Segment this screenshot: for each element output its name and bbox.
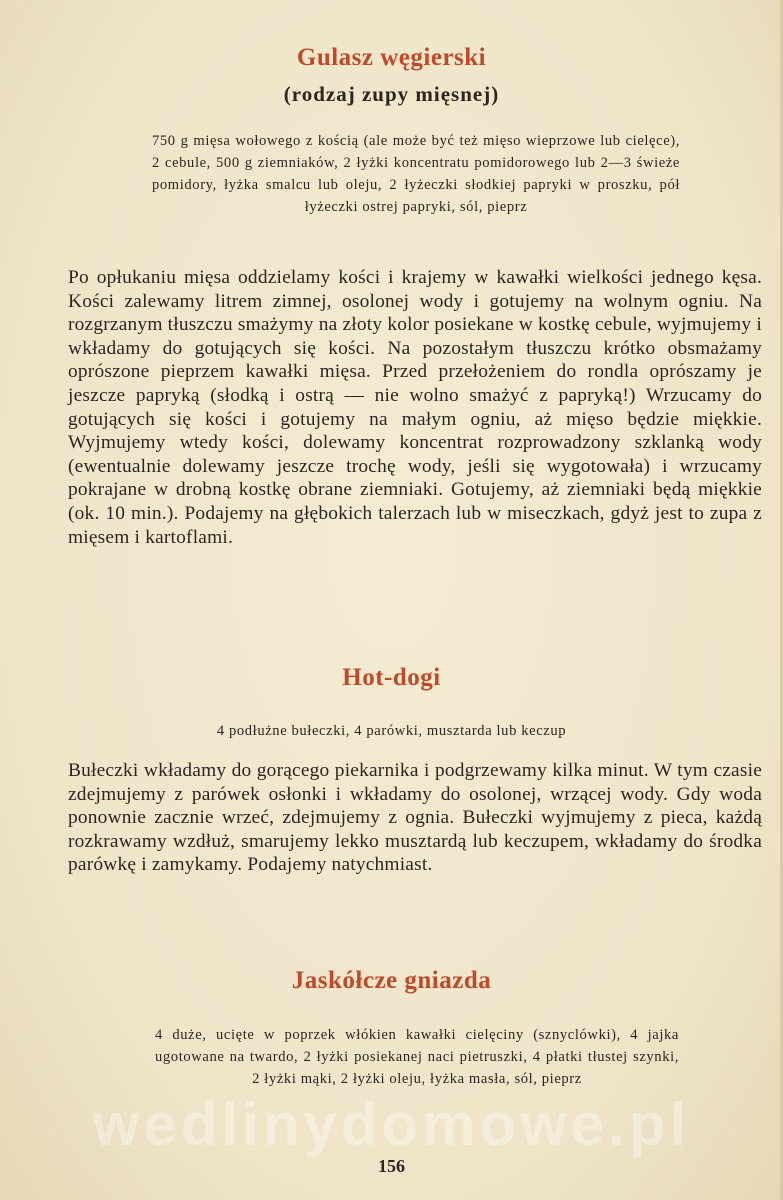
recipe-subtitle-gulasz: (rodzaj zupy mięsnej): [283, 82, 500, 106]
recipe-title-gulasz: Gulasz węgierski: [296, 44, 487, 71]
ingredients-gulasz: 750 g mięsa wołowego z kością (ale może być też mięso wieprzowe lub cielęce), 2 cebule, 500 g ziemniaków, 2 łyżki koncentratu pomidorowego lub 2—3 świeże pomidory, łyżka smalcu lub oleju, 2 łyżeczki słodkiej papryki w proszku, pół łyżeczki ostrej papryki, sól, pieprz: [152, 133, 680, 215]
instructions-hot-dogi: Bułeczki wkładamy do gorącego piekarnika i podgrzewamy kilka minut. W tym czasie zdejmujemy z parówek osłonki i wkładamy do osolonej, wrzącej wody. Gdy woda ponownie zacznie wrzeć, zdejmujemy z ognia. Bułeczki wyjmujemy z pieca, każdą rozkrawamy wzdłuż, smarujemy lekko musztardą lub keczupem, wkładamy do środka parówkę i zamykamy. Podajemy natychmiast.: [68, 760, 762, 876]
page-number: 156: [378, 1156, 405, 1176]
watermark: wedlinydomowe.pl: [92, 1091, 691, 1158]
ingredients-hot-dogi: 4 podłużne bułeczki, 4 parówki, musztarda lub keczup: [216, 723, 567, 739]
recipe-title-jaskolcze-gniazda: Jaskółcze gniazda: [291, 967, 492, 994]
ingredients-jaskolcze-gniazda: 4 duże, ucięte w poprzek włókien kawałki cielęciny (sznyclówki), 4 jajka ugotowane na twardo, 2 łyżki posiekanej naci pietruszki, 4 płatki tłustej szynki, 2 łyżki mąki, 2 łyżki oleju, łyżka masła, sól, pieprz: [155, 1027, 679, 1087]
instructions-gulasz: Po opłukaniu mięsa oddzielamy kości i krajemy w kawałki wielkości jednego kęsa. Kości zalewamy litrem zimnej, osolonej wody i gotujemy na wolnym ogniu. Na rozgrzanym tłuszczu smażymy na złoty kolor posiekane w kostkę cebule, wyjmujemy i wkładamy do gotujących się kości. Na pozostałym tłuszczu krótko obsmażamy oprószone pieprzem kawałki mięsa. Przed przełożeniem do rondla oprószamy je jeszcze papryką (słodką i ostrą — nie wolno smażyć z papryką!) Wrzucamy do gotujących się kości i gotujemy na małym ogniu, aż mięso będzie miękkie. Wyjmujemy wtedy kości, dolewamy koncentrat rozprowadzony szklanką wody (ewentualnie dolewamy jeszcze trochę wody, jeśli się wygotowała) i wrzucamy pokrajane w drobną kostkę obrane ziemniaki. Gotujemy, aż ziemniaki będą miękkie (ok. 10 min.). Podajemy na głębokich talerzach lub w miseczkach, gdyż jest to zupa z mięsem i kartoflami.: [68, 267, 762, 548]
recipe-title-hot-dogi: Hot-dogi: [342, 664, 441, 691]
